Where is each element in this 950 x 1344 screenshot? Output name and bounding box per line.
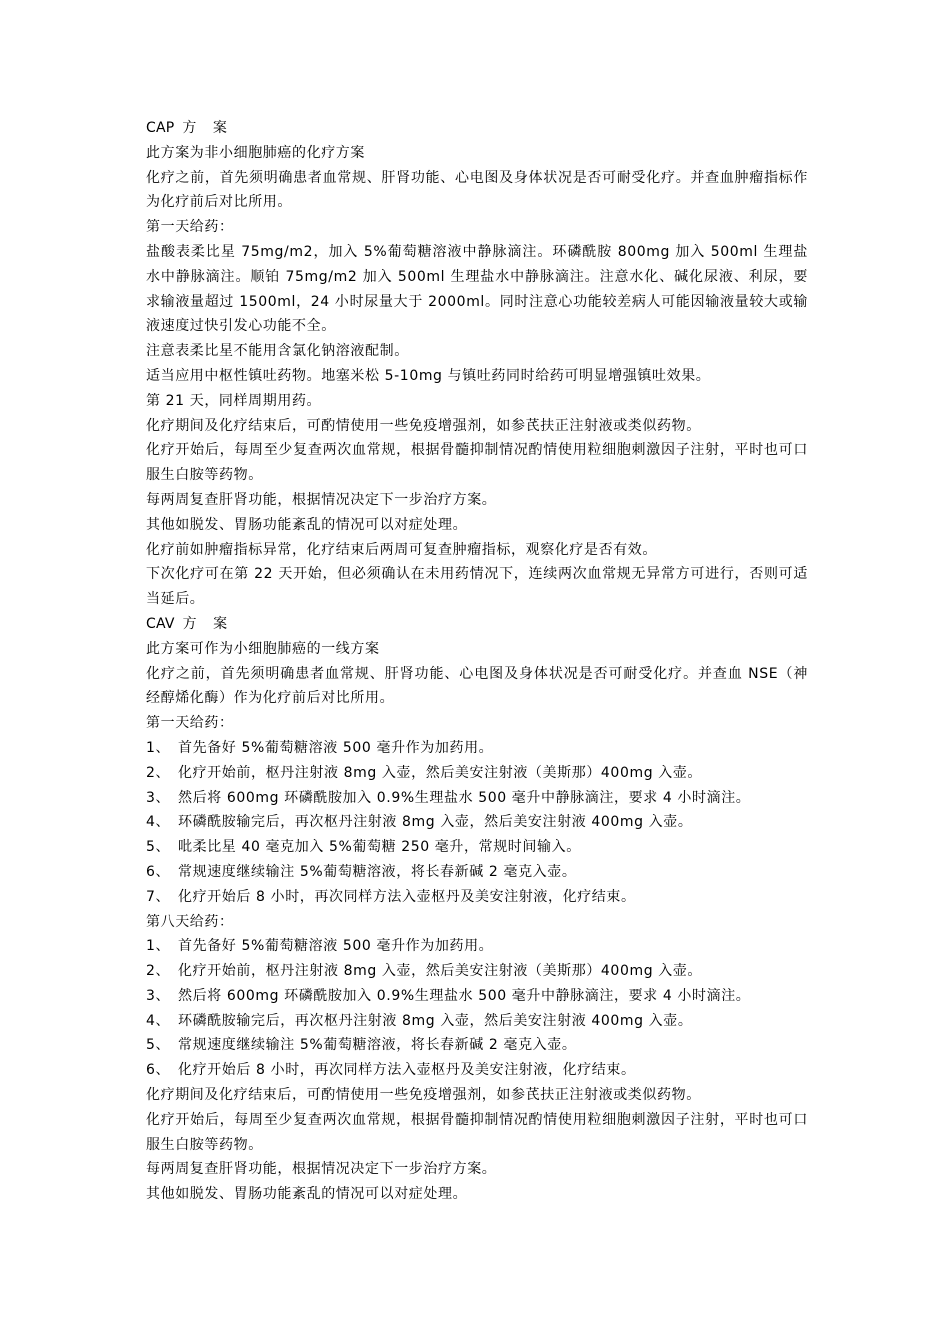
cap-title — [146, 116, 808, 141]
list-item — [146, 934, 808, 959]
cap-day21: 第 21 天，同样周期用药。 — [146, 392, 322, 409]
cav-immune: 化疗期间及化疗结束后，可酌情使用一些免疫增强剂，如参芪扶正注射液或类似药物。 — [146, 1087, 701, 1104]
cap-symptomatic: 其他如脱发、胃肠功能紊乱的情况可以对症处理。 — [146, 516, 468, 533]
list-item — [146, 761, 808, 786]
cap-note-epirubicin: 注意表柔比星不能用含氯化钠溶液配制。 — [146, 343, 409, 360]
list-item-number: 1、 — [146, 938, 171, 955]
cap-liver-kidney: 每两周复查肝肾功能，根据情况决定下一步治疗方案。 — [146, 491, 497, 508]
cav-pre-check: 化疗之前，首先须明确患者血常规、肝肾功能、心电图及身体状况是否可耐受化疗。并查血 NSE（神经醇烯化酶）作为化疗前后对比所用。 — [146, 665, 808, 707]
list-item-number: 3、 — [146, 789, 171, 806]
list-item-text: 首先备好 5%葡萄糖溶液 500 毫升作为加药用。 — [178, 938, 494, 955]
list-item-text: 然后将 600mg 环磷酰胺加入 0.9%生理盐水 500 毫升中静脉滴注，要求 4 小时滴注。 — [178, 987, 751, 1004]
cav-day1-heading: 第一天给药： — [146, 715, 234, 732]
cav-title — [146, 612, 808, 637]
list-item-number: 5、 — [146, 839, 171, 856]
list-item — [146, 959, 808, 984]
list-item-text: 化疗开始前，枢丹注射液 8mg 入壶，然后美安注射液（美斯那）400mg 入壶。 — [178, 764, 703, 781]
list-item-text: 化疗开始后 8 小时，再次同样方法入壶枢丹及美安注射液，化疗结束。 — [178, 1062, 636, 1079]
cav-day8-heading: 第八天给药： — [146, 913, 234, 930]
list-item — [146, 984, 808, 1009]
cap-pre-check: 化疗之前，首先须明确患者血常规、肝肾功能、心电图及身体状况是否可耐受化疗。并查血肿瘤指标作为化疗前后对比所用。 — [146, 169, 808, 211]
cap-note-antiemetic: 适当应用中枢性镇吐药物。地塞米松 5-10mg 与镇吐药同时给药可明显增强镇吐效果。 — [146, 367, 711, 384]
cav-section — [146, 612, 808, 1207]
cap-day1-heading: 第一天给药： — [146, 219, 234, 236]
list-item-number: 2、 — [146, 963, 171, 980]
list-item-number: 7、 — [146, 888, 171, 905]
list-item — [146, 810, 808, 835]
cav-symptomatic: 其他如脱发、胃肠功能紊乱的情况可以对症处理。 — [146, 1186, 468, 1203]
list-item-number: 2、 — [146, 764, 171, 781]
list-item — [146, 736, 808, 761]
list-item-number: 4、 — [146, 814, 171, 831]
cav-intro: 此方案可作为小细胞肺癌的一线方案 — [146, 640, 380, 657]
list-item-text: 化疗开始后 8 小时，再次同样方法入壶枢丹及美安注射液，化疗结束。 — [178, 888, 636, 905]
list-item-text: 化疗开始前，枢丹注射液 8mg 入壶，然后美安注射液（美斯那）400mg 入壶。 — [178, 963, 703, 980]
cap-intro: 此方案为非小细胞肺癌的化疗方案 — [146, 144, 365, 161]
cav-blood-check: 化疗开始后，每周至少复查两次血常规，根据骨髓抑制情况酌情使用粒细胞刺激因子注射，平时也可口服生白胺等药物。 — [146, 1111, 808, 1153]
list-item — [146, 1058, 808, 1083]
list-item — [146, 1033, 808, 1058]
list-item-text: 然后将 600mg 环磷酰胺加入 0.9%生理盐水 500 毫升中静脉滴注，要求 4 小时滴注。 — [178, 789, 751, 806]
document-page — [146, 116, 808, 1207]
list-item-text: 常规速度继续输注 5%葡萄糖溶液，将长春新碱 2 毫克入壶。 — [178, 863, 577, 880]
cap-blood-check: 化疗开始后，每周至少复查两次血常规，根据骨髓抑制情况酌情使用粒细胞刺激因子注射，平时也可口服生白胺等药物。 — [146, 442, 808, 484]
list-item — [146, 885, 808, 910]
list-item-number: 6、 — [146, 1062, 171, 1079]
cav-title-word: 方 案 — [182, 615, 234, 632]
list-item-number: 4、 — [146, 1012, 171, 1029]
cap-tumor-marker: 化疗前如肿瘤指标异常，化疗结束后两周可复查肿瘤指标，观察化疗是否有效。 — [146, 541, 657, 558]
list-item — [146, 860, 808, 885]
list-item-text: 环磷酰胺输完后，再次枢丹注射液 8mg 入壶，然后美安注射液 400mg 入壶。 — [178, 1012, 693, 1029]
list-item-text: 吡柔比星 40 毫克加入 5%葡萄糖 250 毫升，常规时间输入。 — [178, 839, 581, 856]
cav-title-code: CAV — [146, 615, 175, 632]
cap-next-cycle: 下次化疗可在第 22 天开始，但必须确认在未用药情况下，连续两次血常规无异常方可进行，否则可适当延后。 — [146, 566, 808, 608]
cav-liver-kidney: 每两周复查肝肾功能，根据情况决定下一步治疗方案。 — [146, 1161, 497, 1178]
list-item-number: 1、 — [146, 739, 171, 756]
list-item-number: 3、 — [146, 987, 171, 1004]
cap-immune: 化疗期间及化疗结束后，可酌情使用一些免疫增强剂，如参芪扶正注射液或类似药物。 — [146, 417, 701, 434]
list-item — [146, 786, 808, 811]
list-item-text: 首先备好 5%葡萄糖溶液 500 毫升作为加药用。 — [178, 739, 494, 756]
cap-title-word: 方 案 — [182, 120, 233, 136]
cav-day1-list — [146, 736, 808, 910]
cap-section — [146, 116, 808, 612]
list-item — [146, 835, 808, 860]
list-item-text: 常规速度继续输注 5%葡萄糖溶液，将长春新碱 2 毫克入壶。 — [178, 1037, 577, 1054]
list-item — [146, 1009, 808, 1034]
cap-day1-detail: 盐酸表柔比星 75mg/m2，加入 5%葡萄糖溶液中静脉滴注。环磷酰胺 800mg 加入 500ml 生理盐水中静脉滴注。顺铂 75mg/m2 加入 500ml 生理盐水中静脉滴注。注意水化、碱化尿液、利尿，要求输液量超过 1500ml，24 小时尿量大于 2000ml。同时注意心功能较差病人可能因输液量较大或输液速度过快引发心功能不全。 — [146, 243, 808, 335]
cav-day8-list — [146, 934, 808, 1083]
list-item-number: 5、 — [146, 1037, 171, 1054]
list-item-text: 环磷酰胺输完后，再次枢丹注射液 8mg 入壶，然后美安注射液 400mg 入壶。 — [178, 814, 693, 831]
cap-title-code: CAP — [146, 120, 175, 136]
list-item-number: 6、 — [146, 863, 171, 880]
